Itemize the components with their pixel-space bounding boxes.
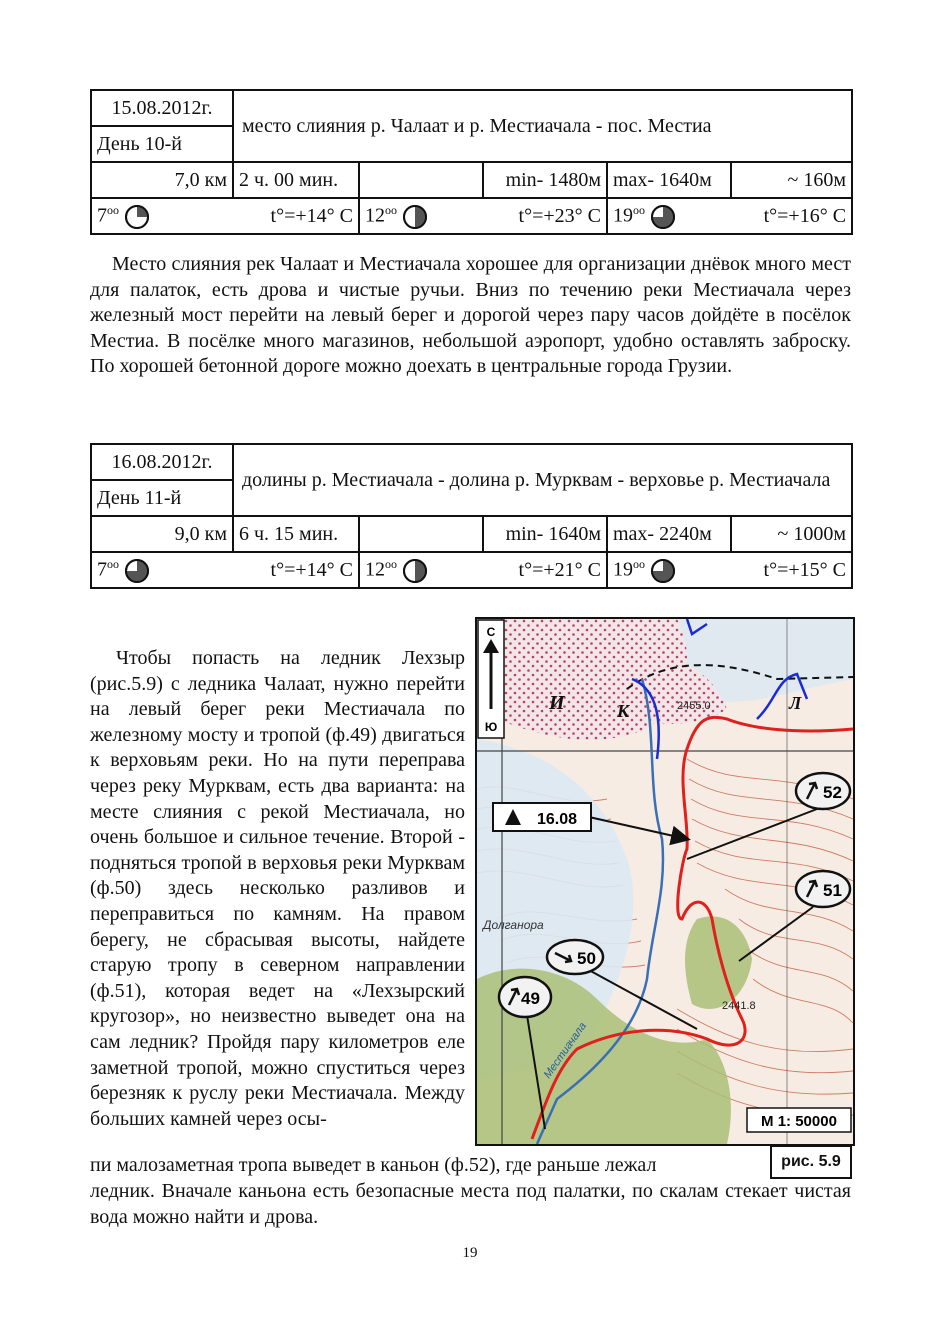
compass-north: С: [486, 625, 496, 639]
day10-duration: 2 ч. 00 мин.: [233, 162, 359, 198]
camp-label: 16.08: [537, 811, 578, 828]
map-svg: [477, 619, 853, 1144]
map-letter-l: Л: [789, 693, 802, 713]
paragraph-day11-end: ледник. Вначале каньона есть безопасные места под палатки, по скалам стекает чистая вода можно найти и дрова.: [90, 1180, 851, 1228]
temperature: t°=+23° C: [518, 204, 601, 227]
paragraph-day11-continued: пи малозаметная тропа выведет в каньон (ф.52), где раньше лежал: [90, 1154, 657, 1176]
day11-min-altitude: min- 1640м: [483, 516, 607, 552]
day10-elevation-gain: ~ 160м: [731, 162, 852, 198]
time-label: 7: [97, 204, 107, 227]
day11-elevation-gain: ~ 1000м: [731, 516, 852, 552]
day11-distance: 9,0 км: [91, 516, 233, 552]
photo-number: 50: [577, 949, 596, 968]
time-label: 12: [365, 558, 385, 581]
time-label: 19: [613, 558, 633, 581]
day11-day: День 11-й: [91, 480, 233, 516]
cloud-cover-icon: [125, 559, 149, 583]
day11-weather-evening: $19^{oo}$ t°=+15° C: [607, 552, 852, 588]
day10-date: 15.08.2012г.: [91, 90, 233, 126]
temperature: t°=+15° C: [763, 558, 846, 581]
day10-empty: [359, 162, 483, 198]
day10-distance: 7,0 км: [91, 162, 233, 198]
day10-min-altitude: min- 1480м: [483, 162, 607, 198]
day11-table: [90, 443, 853, 589]
place-label: Долганора: [483, 918, 544, 932]
map-scale: [747, 1108, 851, 1132]
day11-route: долины р. Местиачала - долина р. Мурквам - верховье р. Местиачала: [233, 444, 852, 516]
day10-weather-morning: $7^{oo}$ t°=+14° C: [91, 198, 359, 234]
route-map: [475, 617, 855, 1146]
day11-empty: [359, 516, 483, 552]
day11-duration: 6 ч. 15 мин.: [233, 516, 359, 552]
cloud-cover-icon: [403, 205, 427, 229]
day11-date: 16.08.2012г.: [91, 444, 233, 480]
map-letter-k: К: [617, 701, 630, 721]
day10-max-altitude: max- 1640м: [607, 162, 731, 198]
cloud-cover-icon: [651, 559, 675, 583]
day11-weather-morning: $7^{oo}$ t°=+14° C: [91, 552, 359, 588]
compass: [478, 620, 504, 738]
river-label: Местиачала: [541, 1020, 589, 1081]
elevation-label-2: 2441.8: [722, 1000, 756, 1012]
cloud-cover-icon: [651, 205, 675, 229]
day11-weather-noon: $12^{oo}$ t°=+21° C: [359, 552, 607, 588]
time-label: 7: [97, 558, 107, 581]
day10-weather-evening: $19^{oo}$ t°=+16° C: [607, 198, 852, 234]
temperature: t°=+21° C: [518, 558, 601, 581]
day10-table: [90, 89, 853, 235]
compass-south: Ю: [484, 720, 498, 734]
page-number: 19: [462, 1245, 478, 1261]
elevation-label-1: 2455.0: [677, 700, 711, 712]
temperature: t°=+14° C: [270, 204, 353, 227]
day11-max-altitude: max- 2240м: [607, 516, 731, 552]
figure-label: рис. 5.9: [770, 1145, 852, 1179]
cloud-cover-icon: [125, 205, 149, 229]
photo-number: 52: [823, 783, 842, 802]
day10-route: место слияния р. Чалаат и р. Местиачала - пос. Местиа: [233, 90, 852, 162]
photo-number: 51: [823, 881, 842, 900]
scale-label: М 1: 50000: [761, 1113, 837, 1130]
time-label: 19: [613, 204, 633, 227]
temperature: t°=+14° C: [270, 558, 353, 581]
map-letter-n: И: [549, 692, 565, 714]
time-label: 12: [365, 204, 385, 227]
photo-number: 49: [521, 989, 540, 1008]
day10-weather-noon: $12^{oo}$ t°=+23° C: [359, 198, 607, 234]
paragraph-day11: Чтобы попасть на ледник Лехзыр (рис.5.9) с ледника Чалаат, нужно перейти на левый берег реки Местиачала по железному мосту и тропой (ф.49) двигаться к верховьям реки. Но на пути переправа через реку Мурквам, есть два варианта: на месте слияния с рекой Местиачала, но очень большое и сильное течение. Второй - подняться тропой в верховья реки Мурквам (ф.50) здесь несколько разливов и переправиться по камням. На правом берегу, не сбрасывая высоты, найдете старую тропу в северном направлении (ф.51), которая ведет на «Лехзырский кругозор», но неизвестно выведет она на сам ледник? Пройдя пару километров еле заметной тропой, можно спуститься через березняк к руслу реки Местиачала. Между больших камней через осы-: [90, 647, 465, 1130]
temperature: t°=+16° C: [763, 204, 847, 227]
cloud-cover-icon: [403, 559, 427, 583]
paragraph-day10: Место слияния рек Чалаат и Местиачала хорошее для организации днёвок много мест для палаток, есть дрова и чистые ручьи. Вниз по течению реки Местиачала через железный мост перейти на левый берег и дорогой через пару часов дойдёте в посёлок Местиа. В посёлке много магазинов, небольшой аэропорт, удобно оставлять заброску. По хорошей бетонной дороге можно доехать в центральные города Грузии.: [90, 253, 851, 378]
day10-day: День 10-й: [91, 126, 233, 162]
